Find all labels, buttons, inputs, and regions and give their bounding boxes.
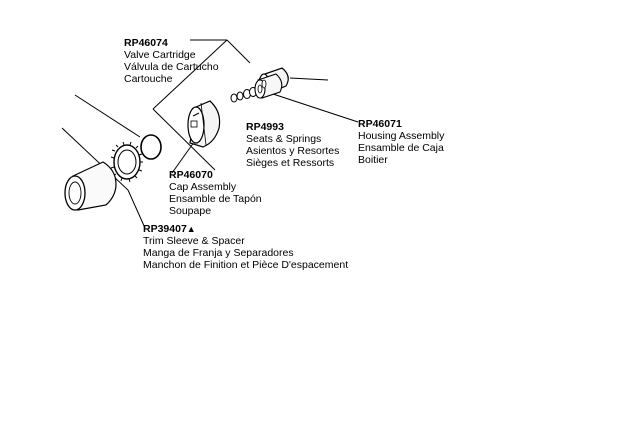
cap-assembly-icon (188, 101, 220, 147)
valve-cartridge-part-number: RP46074 (124, 37, 168, 49)
housing-assembly-part-number: RP46071 (358, 118, 402, 130)
seats-springs-label-en: Seats & Springs (246, 133, 322, 145)
spacer-ring-icon (111, 142, 143, 182)
valve-cartridge-label-fr: Cartouche (124, 73, 173, 85)
housing-guide-line (290, 78, 328, 80)
trim-sleeve-label-en: Trim Sleeve & Spacer (143, 235, 245, 247)
trim-sleeve-callout (143, 223, 348, 271)
housing-assembly-icon (255, 68, 288, 98)
housing-assembly-label-fr: Boitier (358, 154, 388, 166)
valve-cartridge-label-en: Valve Cartridge (124, 49, 196, 61)
cap-assembly-label-en: Cap Assembly (169, 181, 237, 193)
trim-sleeve-part-number-line (143, 223, 348, 235)
valve-cartridge-bracket-top (227, 40, 250, 63)
seats-springs-callout (246, 121, 339, 169)
trim-sleeve-icon (65, 162, 116, 210)
valve-cartridge-label-es: Válvula de Cartucho (124, 61, 219, 73)
valve-cartridge-callout (124, 37, 219, 85)
cap-assembly-label-fr: Soupape (169, 205, 212, 217)
housing-assembly-label-en: Housing Assembly (358, 130, 445, 142)
cap-assembly-part-number: RP46070 (169, 169, 213, 181)
trim-bracket-long (75, 95, 140, 137)
seats-springs-icon (231, 88, 257, 103)
trim-sleeve-label-es: Manga de Franja y Separadores (143, 247, 294, 259)
seats-springs-part-number: RP4993 (246, 121, 284, 133)
trim-sleeve-label-fr: Manchon de Finition et Pièce D'espacement (143, 259, 349, 271)
housing-assembly-label-es: Ensamble de Caja (358, 142, 444, 154)
triangle-marker-icon: ▲ (186, 224, 196, 234)
seats-springs-label-es: Asientos y Resortes (246, 145, 340, 157)
housing-leader (273, 94, 358, 122)
cap-assembly-label-es: Ensamble de Tapón (169, 193, 262, 205)
seats-springs-label-fr: Sièges et Ressorts (246, 157, 335, 169)
housing-assembly-callout (358, 118, 444, 166)
o-ring-icon (141, 135, 161, 159)
trim-sleeve-part-number: RP39407 (143, 223, 187, 235)
cap-assembly-callout (169, 169, 262, 217)
